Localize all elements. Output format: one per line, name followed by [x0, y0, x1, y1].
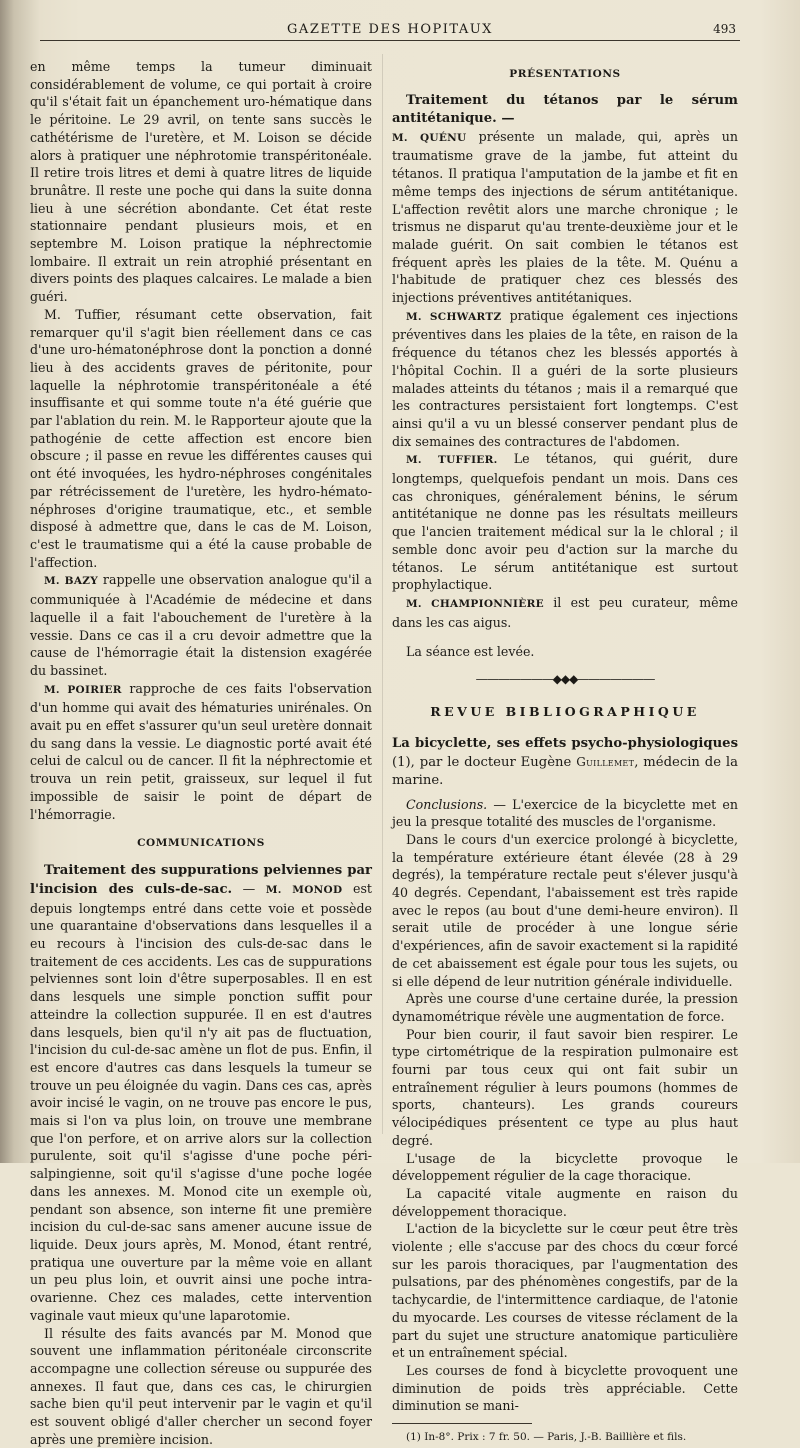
speaker-name: M. BAZY — [44, 575, 99, 588]
paragraph-text: rappelle une observation analogue qu'il a communiquée à l'Académie de médecine et dans laquelle il a fait l'abouchement de l'uretère à la vessie. Dans ce cas il a cru devoir admettre que la cause de l'hémorragie était la distension exagérée du bassinet. — [30, 572, 372, 678]
paragraph: Pour bien courir, il faut savoir bien respirer. Le type cirtométrique de la respiration pulmonaire est fourni par tous ceux qui ont fait subir un entraînement régulier à leurs poumons (hommes de sports, chanteurs). Les grands coureurs vélocipédiques présentent ce type au plus haut degré. — [392, 1026, 738, 1148]
paragraph-text: rapproche de ces faits l'observation d'un homme qui avait des hématuries unirénales. On avait pu en effet s'assurer qu'un seul uretère donnait du sang dans la vessie. Le diagnostic porté avait été celui de calcul ou de cancer. Il fit la néphrectomie et trouva un rein petit, graisseux, sur lequel il fut impossible de saisir le point de départ de l'hémorragie. — [30, 680, 372, 822]
paragraph: Dans le cours d'un exercice prolongé à bicyclette, la température extérieure étant élevée (28 à 29 degrés), la température rectale peut s'élever jusqu'à 40 degrés. Cependant, l'abaissement est très rapide avec le repos (au bout d'une demi-heure environ). Il serait utile de procéder à une longue série d'expériences, afin de savoir exactement si la rapidité de cet abaissement est égale pour tous les sujets, ou si elle dépend de leur nutrition générale individuelle. — [392, 831, 738, 989]
ornamental-rule: ———————◆◆◆——————— — [475, 672, 655, 687]
section-heading-presentations: PRÉSENTATIONS — [509, 68, 621, 80]
book-author: Guillemet — [576, 754, 635, 769]
speaker-name: M. QUÉNU — [392, 131, 467, 144]
section-heading-revue: REVUE BIBLIOGRAPHIQUE — [430, 703, 700, 719]
page-number: 493 — [713, 22, 736, 36]
paragraph: Traitement des suppurations pelviennes par l'incision des culs-de-sac. — M. MONOD est depuis longtemps entré dans cette voie et possède une quarantaine d'observations dans lesquelles il a eu recours à l'incision des culs-de-sac dans le traitement de ces accidents. Les cas de suppurations pelviennes sont loin d'être superposables. Il en est dans lesquels une simple ponction suffit pour atteindre la collection suppurée. Il en est d'autres dans lesquels, bien qu'il n'y ait pas de fluctuation, l'incision du cul-de-sac amène un flot de pus. Enfin, il est encore d'autres cas dans lesquels la tumeur se trouve un peu éloignée du vagin. Dans ces cas, après avoir incisé le vagin, on ne trouve pas encore le pus, mais si l'on va plus loin, on trouve une membrane que l'on perfore, et on arrive alors sur la collection purulente, soit qu'il s'agisse d'une poche péri-salpingienne, soit qu'il s'agisse d'une poche logée dans les annexes. M. Monod cite un exemple où, pendant son absence, son interne fit une première incision du cul-de-sac sans amener aucune issue de liquide. Deux jours après, M. Monod, étant rentré, pratiqua une ouverture par la même voie en allant un peu plus loin, et ouvrit ainsi une poche intra-ovarienne. Chez ces malades, cette intervention vaginale vaut mieux qu'une laparotomie. — [30, 862, 372, 1323]
section-heading-communications: COMMUNICATIONS — [137, 837, 265, 850]
book-citation — [392, 735, 738, 790]
seance-closing: La séance est levée. — [406, 644, 535, 660]
paragraph-text: Le sérum antitétanique est surtout prophylactique. — [392, 559, 738, 593]
speaker-name: M. CHAMPIONNIÈRE — [406, 597, 544, 610]
paragraph — [392, 307, 738, 451]
speaker-name: M. SCHWARTZ — [406, 310, 502, 323]
footnote: (1) In-8°. Prix : 7 fr. 50. — Paris, J.-B. Baillière et fils. — [406, 1431, 687, 1444]
paragraph — [30, 571, 372, 679]
paragraph-text: pratique également ces injections préventives dans les plaies de la tête, en raison de la fréquence du tétanos chez les blessés apportés à l'hôpital Cochin. Il a guéri de la sorte plusieurs malades atteints du tétanos ; mais il a remarqué que les contractures persistaient fort longtemps. C'est ainsi qu'il a vu un blessé conserver pendant plus de dix semaines des contractures de l'abdomen. — [392, 307, 738, 449]
column-divider — [382, 54, 383, 1134]
paragraph — [392, 128, 738, 307]
left-column — [30, 58, 372, 1448]
speaker-name: M. MONOD — [265, 883, 343, 896]
paragraph: Les courses de fond à bicyclette provoquent une diminution de poids très appréciable. Cette diminution se mani- — [392, 1363, 738, 1414]
paragraph: Il résulte des faits avancés par M. Monod que souvent une inflammation péritonéale circonscrite accompagne une collection séreuse ou suppurée des annexes. Il faut que, dans ces cas, le chirurgien sache bien qu'il peut intervenir par le vagin et qu'il est souvent obligé d'aller chercher un second foyer après une première incision. — [30, 1325, 372, 1447]
running-title: GAZETTE DES HOPITAUX — [287, 22, 493, 37]
article-title: Traitement du tétanos par le sérum antitétanique. — — [392, 92, 738, 126]
paragraph — [392, 796, 738, 831]
page-header — [40, 22, 740, 41]
paragraph: M. Tuffier, résumant cette observation, fait remarquer qu'il s'agit bien réellement dans ce cas d'une uro-hématonéphrose dont la ponction a donné lieu à des accidents graves de péritonite, pour laquelle la néphrotomie transpéritonéale a été insuffisante et qui somme toute n'a été guérie que par l'ablation du rein. M. le Rapporteur ajoute que la pathogénie de cette affection est encore bien obscure ; il passe en revue les différentes causes qui ont été invoquées, les hydro-néphroses congénitales par rétrécissement de l'uretère, les hydro-hémato-néphroses d'origine traumatique, etc., et semble disposé à admettre que, dans le cas de M. Loison, c'est le traumatisme qui a été la cause probable de l'affection. — [30, 306, 372, 570]
speaker-name: M. POIRIER — [44, 683, 122, 696]
paragraph-text: Le tétanos, qui guérit, dure longtemps, quelquefois pendant un mois. Dans ces cas chroniques, généralement bénins, le sérum antitétanique ne donne pas les résultats meilleurs que l'ancien traitement médical sur la le chloral ; il semble donc avoir peu d'action sur la marche du tétanos. — [392, 451, 738, 575]
paragraph-text: présente un malade, qui, après un traumatisme grave de la jambe, fut atteint du tétanos. Il pratiqua l'amputation de la jambe et fit en même temps des injections de sérum antitétanique. L'affection revêtit alors une marche chronique ; le trismus ne disparut qu'au trente-deuxième jour et le malade guérit. On sait combien le tétanos est fréquent après les plaies de la tête. M. Quénu a l'habitude de pratiquer chez ces blessés des injections préventives antitétaniques. — [392, 128, 738, 306]
footnote-ref: (1), — [392, 754, 415, 770]
paragraph: L'action de la bicyclette sur le cœur peut être très violente ; elle s'accuse par des chocs du cœur forcé sur les parois thoraciques, par l'augmentation des pulsations, par des phénomènes congestifs, par de la tachycardie, de l'intermittence cardiaque, de l'atonie du myocarde. Les courses de vitesse réclament de la part du sujet une structure anatomique particulière et un entraînement spécial. — [392, 1221, 738, 1361]
article-title: Traitement des suppurations pelviennes par l'incision des culs-de-sac. — [30, 862, 372, 897]
right-column — [392, 58, 738, 1444]
paragraph — [392, 594, 738, 631]
book-author-title: , médecin de la marine. — [392, 754, 738, 788]
paragraph: La capacité vitale augmente en raison du développement thoracique. — [392, 1185, 738, 1219]
paragraph — [30, 680, 372, 824]
paragraph: Après une course d'une certaine durée, la pression dynamométrique révèle une augmentation de force. — [392, 991, 738, 1024]
spacer — [392, 631, 738, 643]
footnote-rule — [392, 1423, 532, 1424]
paragraph-text: est depuis longtemps entré dans cette voie et possède une quarantaine d'observations dans lesquelles il a eu recours à l'incision des culs-de-sac dans le traitement de ces accidents. Les cas de suppurations pelviennes sont loin d'être superposables. Il en est dans lesquels une simple ponction suffit pour atteindre la collection suppurée. Il en est d'autres dans lesquels, bien qu'il n'y ait pas de fluctuation, l'incision du cul-de-sac amène un flot de pus. Enfin, il est encore d'autres cas dans lesquels la tumeur se trouve un peu éloignée du vagin. Dans ces cas, après avoir incisé le vagin, on ne trouve pas encore le pus, mais si l'on va plus loin, on trouve une membrane que l'on perfore, et on arrive alors sur la collection purulente, soit qu'il s'agisse d'une poche péri-salpingienne, soit qu'il s'agisse d'une poche logée dans les annexes. M. Monod cite un exemple où, pendant son absence, son interne fit une première incision du cul-de-sac sans amener aucune issue de liquide. Deux jours après, M. Monod, étant rentré, pratiqua une ouverture par la même voie en allant un peu plus loin, et ouvrit ainsi une poche intra-ovarienne. Chez ces malades, cette intervention vaginale vaut mieux qu'une laparotomie. — [30, 880, 372, 1323]
paragraph: en même temps la tumeur diminuait considérablement de volume, ce qui portait à croire qu'il s'était fait un épanchement uro-hématique dans le péritoine. Le 29 avril, on tente sans succès le cathétérisme de l'uretère, et M. Loison se décide alors à pratiquer une néphrotomie transpéritonéale. Il retire trois litres et demi à quatre litres de liquide brunâtre. Il reste une poche qui dans la suite donna lieu à une sécrétion abondante. Cet état reste stationnaire pendant plusieurs mois, et en septembre M. Loison pratique la néphrectomie lombaire. Il extrait un rein atrophié présentant en divers points des plaques calcaires. Le malade a bien guéri. — [30, 59, 372, 305]
speaker-name: M. TUFFIER. — [406, 454, 498, 467]
paragraph-text: — L'exercice de la bicyclette met en jeu la presque totalité des muscles de l'organisme. — [392, 796, 738, 830]
conclusions-label: Conclusions. — [406, 796, 488, 812]
paragraph-text: il est peu curateur, même dans les cas aigus. — [392, 594, 738, 630]
book-title: La bicyclette, ses effets psycho-physiologiques — [392, 735, 738, 751]
paragraph: L'usage de la bicyclette provoque le développement régulier de la cage thoracique. — [392, 1150, 738, 1184]
paragraph — [392, 450, 738, 594]
book-byline: par le docteur Eugène — [419, 754, 572, 770]
